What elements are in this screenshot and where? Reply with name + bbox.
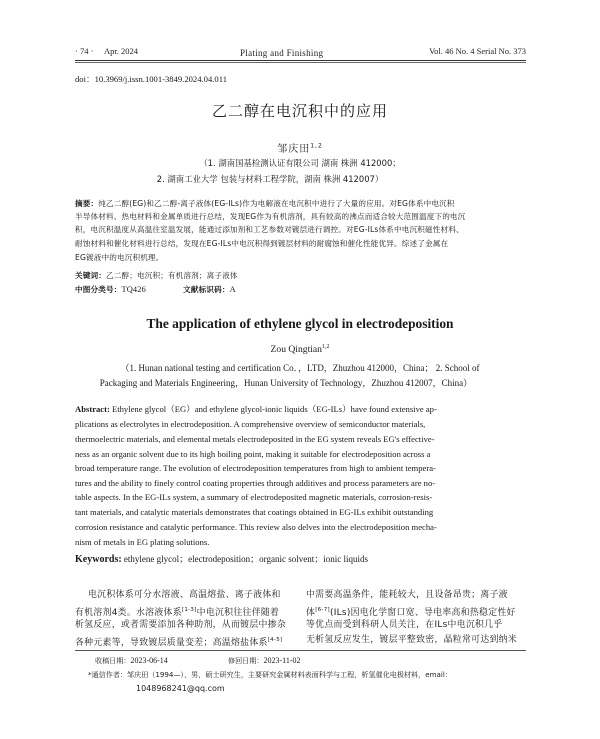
english-abstract-line-8: tant materials, and catalytic materials demonstrates that coatings obtained in EG-ILs exhibit outstanding — [75, 507, 434, 517]
english-title: The application of ethylene glycol in electrodeposition — [146, 316, 454, 331]
chinese-abstract-label: 摘要： — [75, 199, 99, 208]
chinese-affiliation-2: 2. 湖南工业大学 包装与材料工程学院，湖南 株洲 412007） — [156, 174, 384, 184]
chinese-affiliation-1: （1. 湖南国基检测认证有限公司 湖南 株洲 412000； — [199, 158, 401, 168]
chinese-keywords-label: 关键词： — [75, 271, 106, 280]
volume-info: Vol. 46 No. 4 Serial No. 373 — [429, 46, 526, 56]
body-right-line-2: 体[6-7](ILs)因电化学窗口宽、导电率高和热稳定性好 — [306, 607, 516, 618]
english-keywords-label: Keywords: — [75, 554, 122, 565]
header-rule-top — [75, 60, 526, 61]
revised-date: 修回日期：2023-11-02 — [228, 656, 301, 665]
chinese-author-sup: 1,2 — [310, 142, 323, 150]
chinese-title: 乙二醇在电沉积中的应用 — [211, 102, 388, 120]
english-author-sup: 1,2 — [321, 344, 330, 350]
english-affiliation-1: （1. Hunan national testing and certification Co．，LTD，Zhuzhou 412000，China； 2. School of — [120, 363, 480, 373]
english-abstract-label: Abstract: — [75, 404, 110, 414]
header-rule-bottom — [75, 62, 526, 63]
body-left-line-2: 有机溶剂4类。水溶液体系[1-3]中电沉积往往伴随着 — [75, 607, 280, 618]
chinese-classification: 中图分类号：TQ426 文献标识码：A — [75, 285, 236, 294]
chinese-abstract-line-3: 积，电沉积温度从高温往室温发展，能通过添加剂和工艺参数对镀层进行调控。对EG-ILs体系中电沉积磁性材料、 — [75, 225, 464, 234]
body-right-line-1: 中需要高温条件，能耗较大，且设备昂贵；离子液 — [306, 590, 508, 600]
body-left-line-4: 各种元素等，导致镀层质量变差；高温熔盐体系[4-5] — [75, 637, 283, 648]
doc-code-label: 文献标识码： — [183, 285, 230, 294]
issue-date: Apr. 2024 — [104, 46, 138, 56]
revised-label: 修回日期： — [228, 656, 264, 665]
english-abstract-line-2: plications as electrolytes in electrodeposition. A comprehensive overview of semiconductor materials, — [75, 419, 426, 429]
received-date: 收稿日期：2023-06-14 — [95, 656, 168, 665]
chinese-keywords: 关键词：乙二醇；电沉积；有机溶剂；离子液体 — [75, 271, 238, 280]
chinese-author-name: 邹庆田 — [277, 144, 311, 155]
english-keywords: Keywords: ethylene glycol；electrodeposition；organic solvent；ionic liquids — [75, 554, 368, 565]
english-abstract-line-5: broad temperature range. The evolution of electrodeposition temperatures from high to ambient tempera- — [75, 463, 436, 473]
author-email[interactable]: 1048968241@qq.com — [136, 684, 225, 693]
chinese-abstract-line-5: EG镀液中的电沉积机理。 — [75, 253, 164, 262]
citation[interactable]: [6-7] — [315, 607, 330, 613]
journal-name: Plating and Finishing — [240, 48, 324, 58]
corresponding-author: *通信作者：邹庆田（1994—），男，硕士研究生，主要研究金属材料表面科学与工程，析氢催化电极材料，email： — [88, 670, 452, 679]
body-right-line-3: 等优点而受到科研人员关注，在ILs中电沉积几乎 — [306, 620, 503, 630]
chinese-abstract-line-2: 半导体材料、热电材料和金属单质进行总结，发现EG作为有机溶剂，具有较高的沸点而适合较大范围温度下的电沉 — [75, 212, 466, 221]
chinese-author — [0, 140, 600, 155]
body-left-line-3: 析氢反应，或者需要添加各种助剂，从而镀层中掺杂 — [75, 620, 287, 630]
english-affiliation-2: Packaging and Materials Engineering，Hunan University of Technology，Zhuzhou 412007，China） — [99, 378, 473, 388]
english-author-name: Zou Qingtian — [270, 344, 322, 356]
english-abstract-line-9: corrosion resistance and catalytic performance. This review also delves into the electrodeposition mecha- — [75, 522, 437, 532]
received-label: 收稿日期： — [95, 656, 131, 665]
chinese-abstract-line-1: 摘要：纯乙二醇(EG)和乙二醇-离子液体(EG-ILs)作为电解液在电沉积中进行了大量的应用。对EG体系中电沉积 — [75, 199, 455, 208]
english-abstract-line-1: Abstract: Ethylene glycol（EG）and ethylene glycol-ionic liquids（EG-ILs）have found extensive ap- — [75, 404, 437, 414]
english-abstract-line-7: table aspects. In the EG-ILs system, a summary of electrodeposited magnetic materials, corrosion-resis- — [75, 492, 433, 502]
page-number: · 74 · — [75, 46, 94, 56]
doi[interactable]: doi：10.3969/j.issn.1001-3849.2024.04.011 — [75, 74, 227, 84]
english-abstract-line-10: nism of metals in EG plating solutions. — [75, 537, 210, 547]
english-abstract-line-3: thermoelectric materials, and elemental metals electrodeposited in the EG system reveals EG's effective- — [75, 434, 435, 444]
body-left-line-1: 电沉积体系可分水溶液、高温熔盐、离子液体和 — [88, 590, 281, 600]
citation[interactable]: [1-3] — [181, 607, 197, 613]
clc-label: 中图分类号： — [75, 285, 122, 294]
english-author — [0, 344, 600, 355]
body-right-line-4: 无析氢反应发生，镀层平整致密，晶粒常可达到纳米 — [306, 635, 518, 645]
english-abstract-line-4: ness as an organic solvent due to its high boiling point, making it suitable for electrodeposition across a — [75, 449, 431, 459]
citation[interactable]: [4-5] — [267, 637, 283, 643]
chinese-abstract-line-4: 耐蚀材料和催化材料进行总结，发现在EG-ILs中电沉积得到镀层材料的耐腐蚀和催化性能优异。综述了金属在 — [75, 239, 449, 248]
english-abstract-line-6: tures and the ability to finely control coating properties through additives and process parameters are no- — [75, 478, 436, 488]
footnote-rule — [75, 650, 526, 651]
